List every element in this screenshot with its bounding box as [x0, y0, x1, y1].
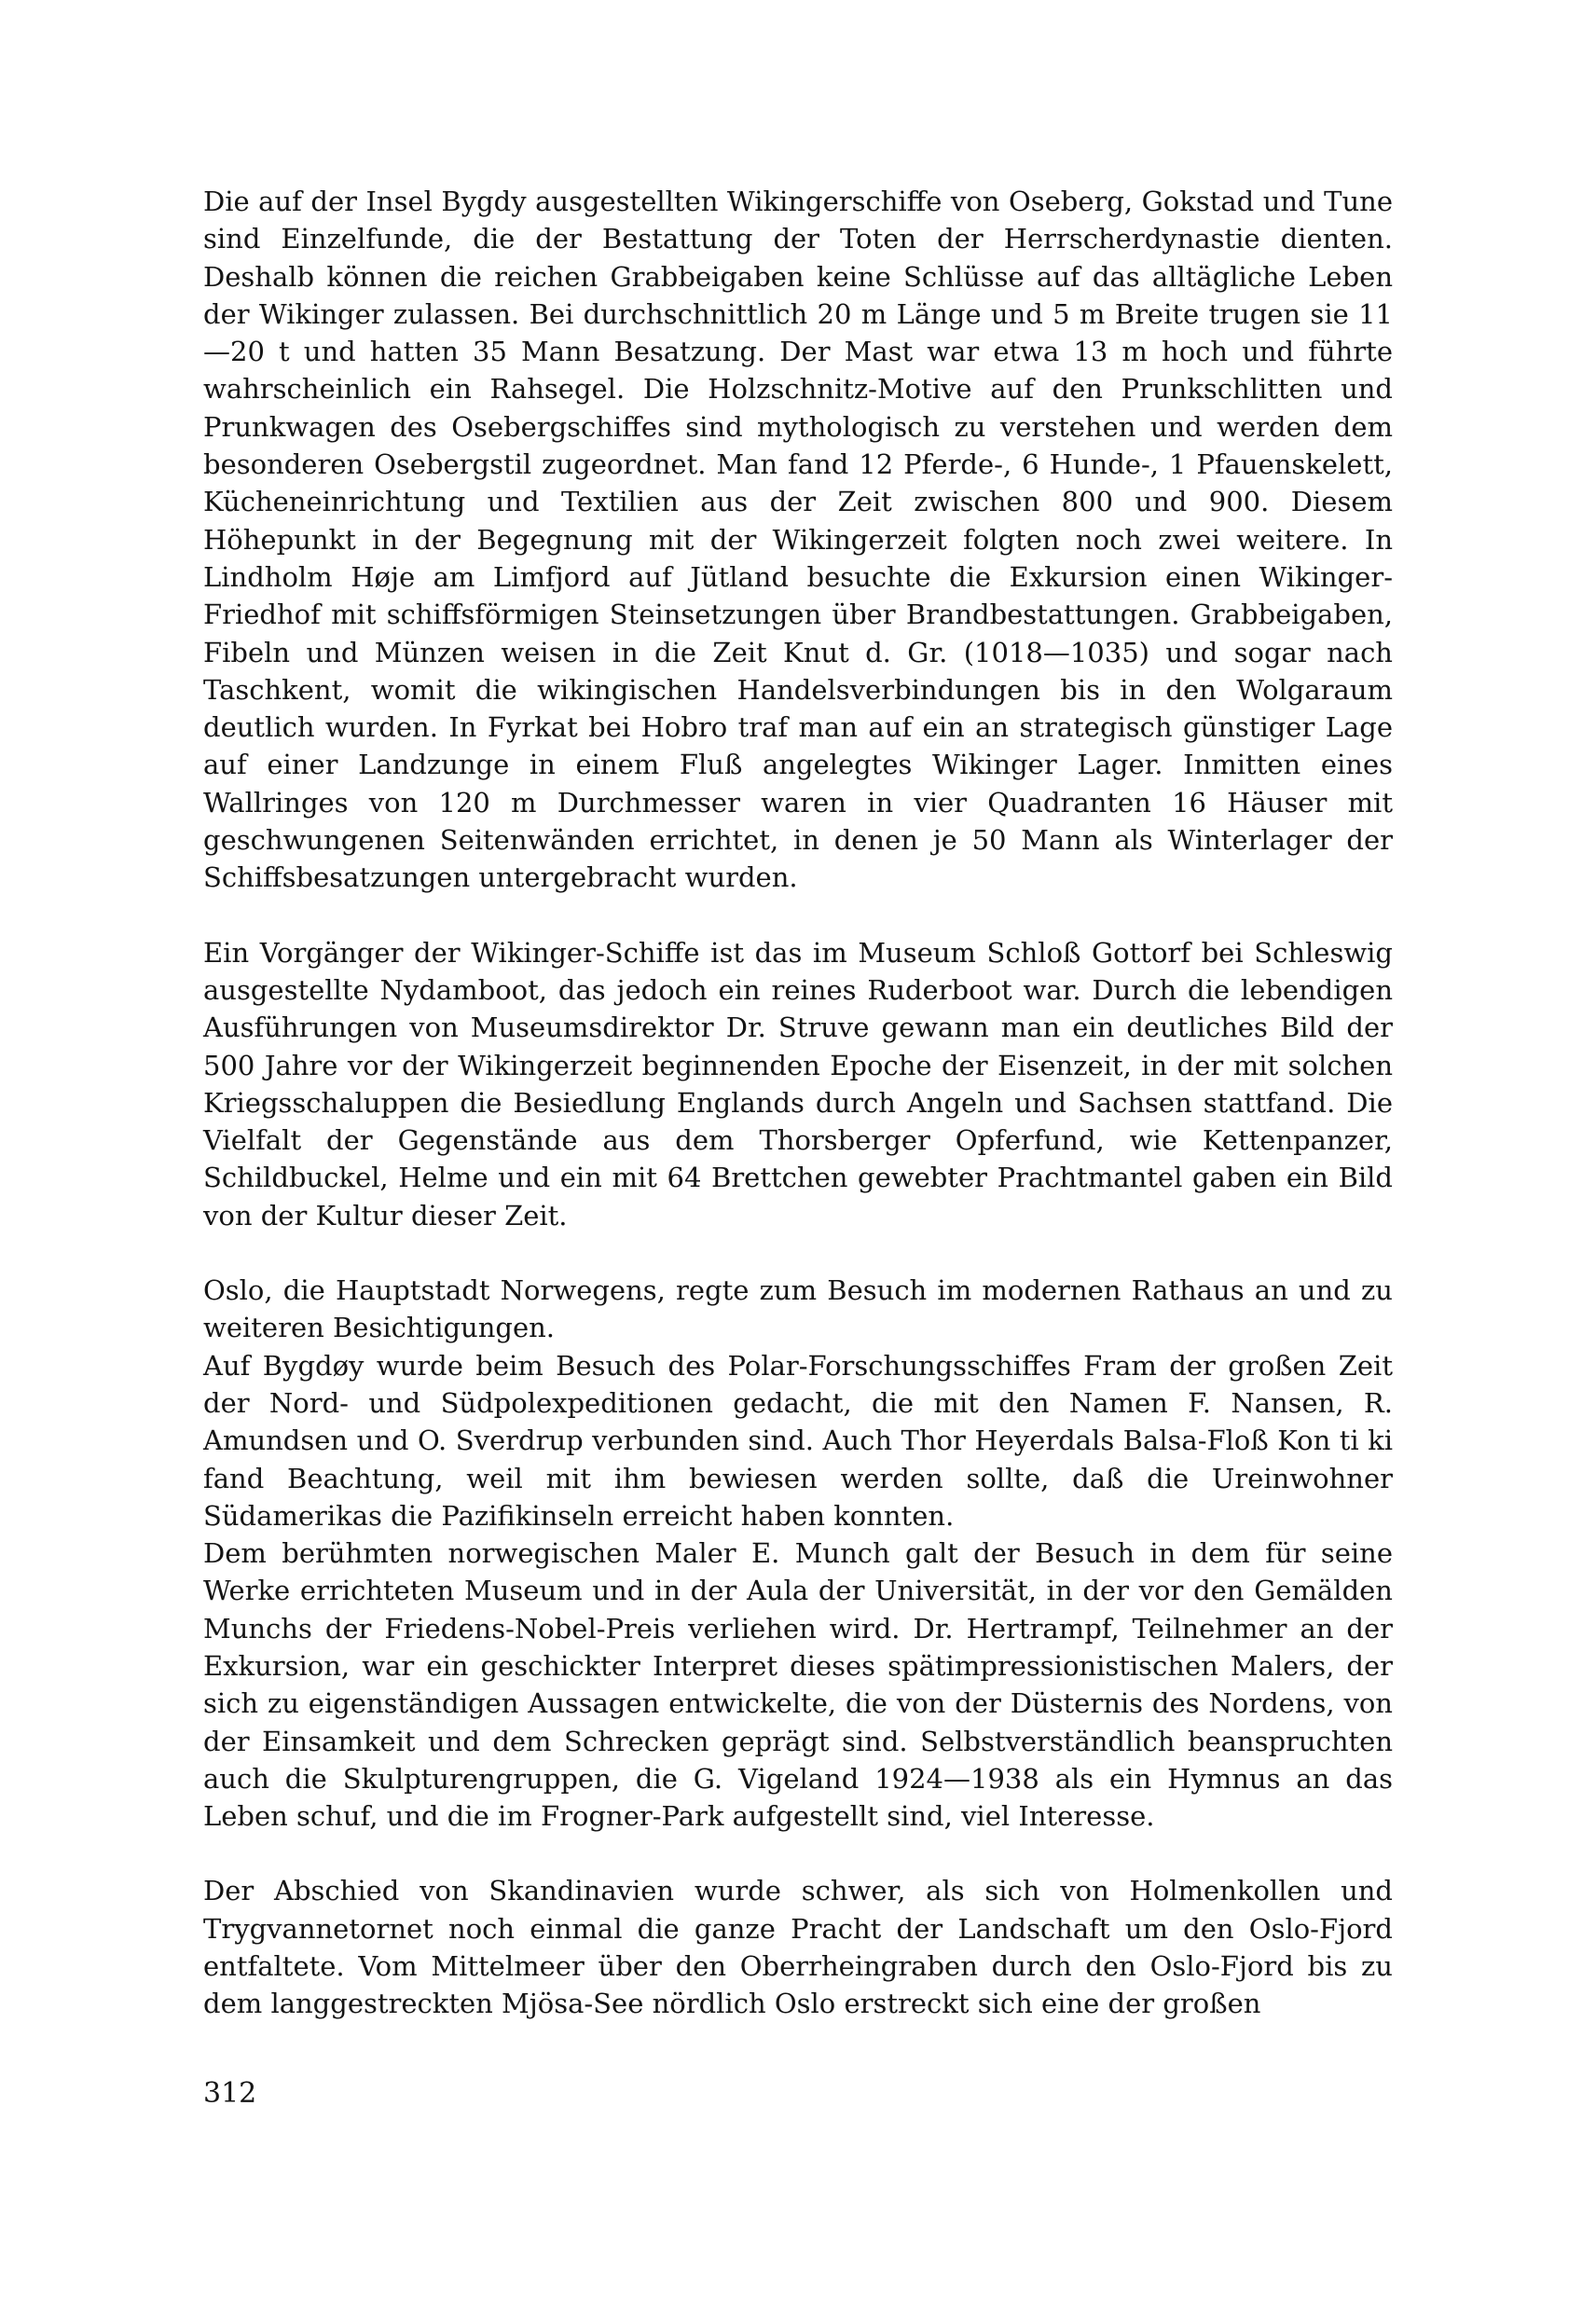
paragraph-oslo: Oslo, die Hauptstadt Norwegens, regte zum Besuch im modernen Rathaus an und zu weiteren Besichtigungen. [203, 1274, 1393, 1344]
paragraph-viking-ships: Die auf der Insel Bygdy ausgestellten Wikingerschiffe von Oseberg, Gokstad und Tune sind Einzelfunde, die der Bestattung der Toten der Herrscherdynastie dienten. Deshalb können die reichen Grabbeigaben keine Schlüsse auf das alltägliche Leben der Wikinger zulassen. Bei durchschnittlich 20 m Länge und 5 m Breite trugen sie 11—20 t und hatten 35 Mann Besatzung. Der Mast war etwa 13 m hoch und führte wahrscheinlich ein Rahsegel. Die Holzschnitz-Motive auf den Prunkschlitten und Prunkwagen des Osebergschiffes sind mythologisch zu verstehen und werden dem besonderen Osebergstil zugeordnet. Man fand 12 Pferde-, 6 Hunde-, 1 Pfauenskelett, Kücheneinrichtung und Textilien aus der Zeit zwischen 800 und 900. Diesem Höhepunkt in der Begegnung mit der Wikingerzeit folgten noch zwei weitere. In Lindholm Høje am Limfjord auf Jütland besuchte die Exkursion einen Wikinger-Friedhof mit schiffsförmigen Steinsetzungen über Brandbestattungen. Grabbeigaben, Fibeln und Münzen weisen in die Zeit Knut d. Gr. (1018—1035) und sogar nach Taschkent, womit die wikingischen Handelsverbindungen bis in den Wolgaraum deutlich wurden. In Fyrkat bei Hobro traf man auf ein an strategisch günstiger Lage auf einer Landzunge in einem Fluß angelegtes Wikinger Lager. Inmitten eines Wallringes von 120 m Durchmesser waren in vier Quadranten 16 Häuser mit geschwungenen Seitenwänden errichtet, in denen je 50 Mann als Winterlager der Schiffsbesatzungen untergebracht wurden. [203, 186, 1393, 894]
paragraph-bygdoy: Auf Bygdøy wurde beim Besuch des Polar-Forschungsschiffes Fram der großen Zeit der Nord- und Südpolexpeditionen gedacht, die mit den Namen F. Nansen, R. Amundsen und O. Sverdrup verbunden sind. Auch Thor Heyerdals Balsa-Floß Kon ti ki fand Beachtung, weil mit ihm bewiesen werden sollte, daß die Ureinwohner Südamerikas die Pazifikinseln erreicht haben konnten. [203, 1349, 1393, 1532]
paragraph-farewell: Der Abschied von Skandinavien wurde schwer, als sich von Holmenkollen und Trygvannetornet noch einmal die ganze Pracht der Landschaft um den Oslo-Fjord entfaltete. Vom Mittelmeer über den Oberrheingraben durch den Oslo-Fjord bis zu dem langgestreckten Mjösa-See nördlich Oslo erstreckt sich eine der großen [203, 1875, 1393, 2020]
paragraph-nydam-boat: Ein Vorgänger der Wikinger-Schiffe ist das im Museum Schloß Gottorf bei Schleswig ausgestellte Nydamboot, das jedoch ein reines Ruderboot war. Durch die lebendigen Ausführungen von Museumsdirektor Dr. Struve gewann man ein deutliches Bild der 500 Jahre vor der Wikingerzeit beginnenden Epoche der Eisenzeit, in der mit solchen Kriegsschaluppen die Besiedlung Englands durch Angeln und Sachsen stattfand. Die Vielfalt der Gegenstände aus dem Thorsberger Opferfund, wie Kettenpanzer, Schildbuckel, Helme und ein mit 64 Brettchen gewebter Prachtmantel gaben ein Bild von der Kultur dieser Zeit. [203, 936, 1393, 1232]
body-text [203, 183, 1393, 2023]
paragraph-munch: Dem berühmten norwegischen Maler E. Munch galt der Besuch in dem für seine Werke errichteten Museum und in der Aula der Universität, in der vor den Gemälden Munchs der Friedens-Nobel-Preis verliehen wird. Dr. Hertrampf, Teilnehmer an der Exkursion, war ein geschickter Interpret dieses spätimpressionistischen Malers, der sich zu eigenständigen Aussagen entwickelte, die von der Düsternis des Nordens, von der Einsamkeit und dem Schrecken geprägt sind. Selbstverständlich beanspruchten auch die Skulpturengruppen, die G. Vigeland 1924—1938 als ein Hymnus an das Leben schuf, und die im Frogner-Park aufgestellt sind, viel Interesse. [203, 1537, 1393, 1833]
page-number: 312 [203, 2077, 257, 2110]
